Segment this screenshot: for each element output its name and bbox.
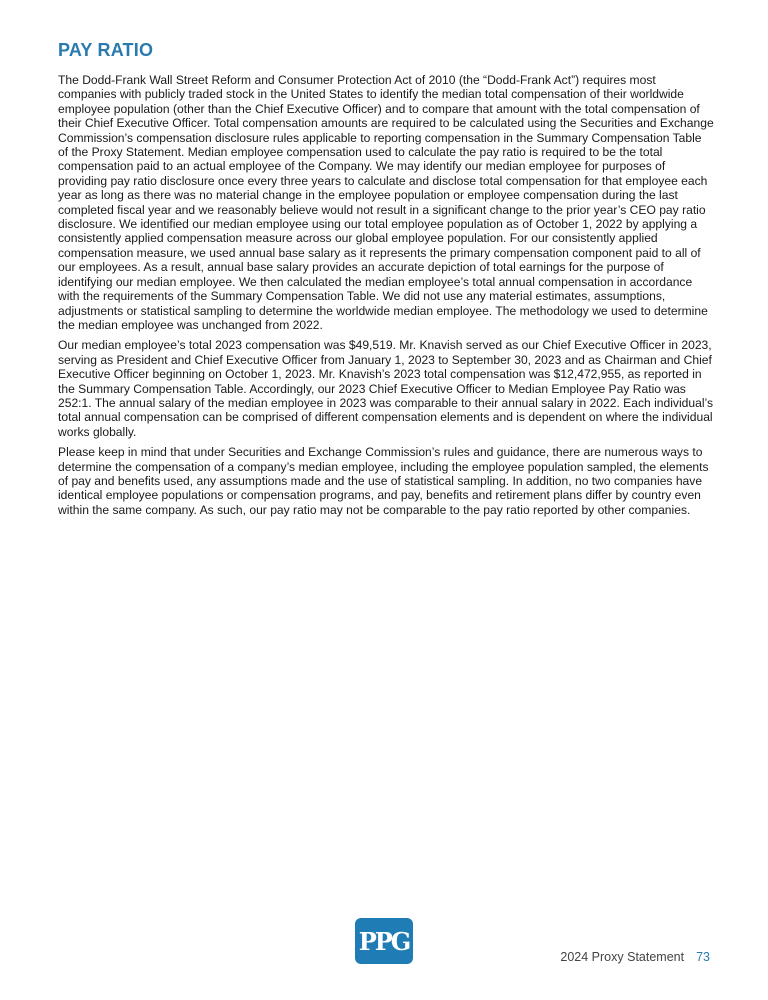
ppg-logo	[355, 918, 413, 964]
paragraph-disclaimer: Please keep in mind that under Securities and Exchange Commission’s rules and guidance, there are numerous ways to determine the compensation of a company’s median employee, including the employee population sampled, the elements of pay and benefits used, any assumptions made and the use of statistical sampling. In addition, no two companies have identical employee populations or compensation programs, and pay, benefits and retirement plans differ by country even within the same company. As such, our pay ratio may not be comparable to the pay ratio reported by other companies.	[58, 445, 709, 517]
footer-document-title: 2024 Proxy Statement	[560, 950, 685, 964]
paragraph-ratio: Our median employee’s total 2023 compensation was $49,519. Mr. Knavish served as our Chief Executive Officer in 2023, serving as President and Chief Executive Officer from January 1, 2023 to September 30, 2023 and as Chairman and Chief Executive Officer beginning on October 1, 2023. Mr. Knavish’s 2023 total compensation was $12,472,955, as reported in the Summary Compensation Table. Accordingly, our 2023 Chief Executive Officer to Median Employee Pay Ratio was 252:1. The annual salary of the median employee in 2023 was comparable to their annual salary in 2022. Each individual’s total annual compensation can be comprised of different compensation elements and is dependent on where the individual works globally.	[58, 338, 714, 439]
logo-text: PPG	[358, 926, 410, 956]
page-title: PAY RATIO	[58, 40, 154, 60]
page-number: 73	[696, 950, 710, 964]
footer	[560, 950, 710, 964]
body-text	[58, 73, 714, 523]
paragraph-methodology: The Dodd-Frank Wall Street Reform and Consumer Protection Act of 2010 (the “Dodd-Frank Act”) requires most companies with publicly traded stock in the United States to identify the median total compensation of their worldwide employee population (other than the Chief Executive Officer) and to compare that amount with the total compensation of their Chief Executive Officer. Total compensation amounts are required to be calculated using the Securities and Exchange Commission’s compensation disclosure rules applicable to reporting compensation in the Summary Compensation Table of the Proxy Statement. Median employee compensation used to calculate the pay ratio is required to be the total compensation paid to an actual employee of the Company. We may identify our median employee for purposes of providing pay ratio disclosure once every three years to calculate and disclose total compensation for that employee each year as long as there was no material change in the employee population or employee compensation during the last completed fiscal year and we reasonably believe would not result in a significant change to the prior year’s CEO pay ratio disclosure. We identified our median employee using our total employee population as of October 1, 2022 by applying a consistently applied compensation measure across our global employee population. For our consistently applied compensation measure, we used annual base salary as it represents the primary compensation component paid to all of our employees. As a result, annual base salary provides an accurate depiction of total earnings for the purpose of identifying our median employee. We then calculated the median employee’s total annual compensation in accordance with the requirements of the Summary Compensation Table. We did not use any material estimates, assumptions, adjustments or statistical sampling to determine the worldwide median employee. The methodology we used to determine the median employee was unchanged from 2022.	[58, 73, 714, 332]
